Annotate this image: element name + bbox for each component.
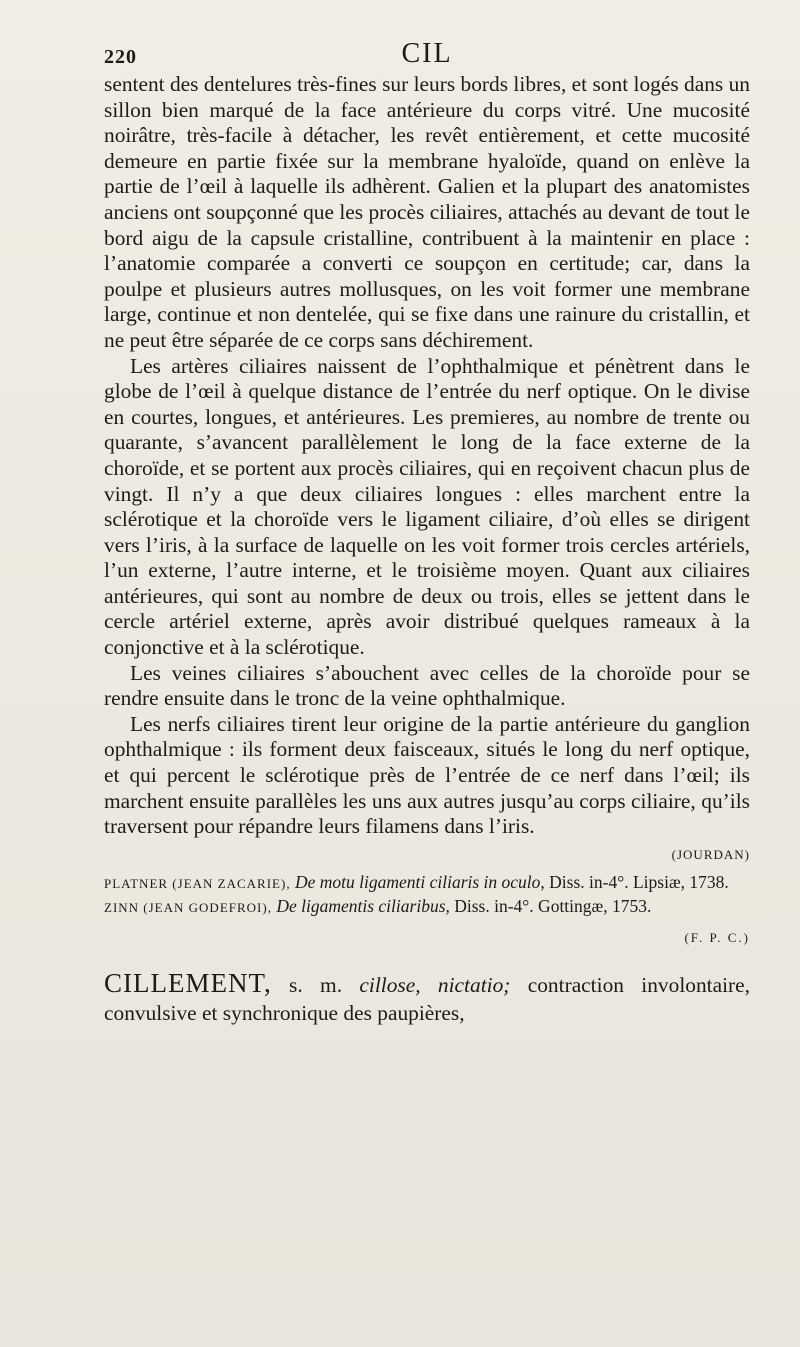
paragraph-2: Les artères ciliaires naissent de l’ophthalmique et pénètrent dans le globe de l’œil à quelque distance de l’entrée du nerf optique. On le divise en courtes, longues, et antérieures. Les premieres, au nombre de trente ou quarante, s’avancent parallèlement le long de la face externe de la choroïde, et se portent aux procès ciliaires, qui en reçoivent chacun plus de vingt. Il n’y a que deux ciliaires longues : elles marchent entre la sclérotique et la choroïde vers le ligament ciliaire, d’où elles se dirigent vers l’iris, à la surface de laquelle on les voit former trois cercles artériels, l’un externe, l’autre interne, et le troisième moyen. Quant aux ciliaires antérieures, qui sont au nombre de deux ou trois, elles se jettent dans le cercle artériel externe, après avoir distribué quelques rameaux à la conjonctive et à la sclérotique.: [104, 353, 750, 660]
author-signature: (JOURDAN): [671, 846, 750, 862]
reference-details: Diss. in-4°. Lipsiæ, 1738.: [544, 872, 729, 893]
paragraph-4: Les nerfs ciliaires tirent leur origine de la partie antérieure du ganglion ophthalmique : ils forment deux faisceaux, situés le long du nerf optique, et qui percent le sclérotique près de l’entrée de ce nerf dans l’œil; ils marchent ensuite parallèles les uns aux autres jusqu’au corps ciliaire, qu’ils traversent pour répandre leurs filamens dans l’iris.: [104, 711, 750, 839]
reference-item: [104, 871, 750, 895]
reference-title: De ligamentis ciliaribus,: [276, 896, 450, 917]
reference-details: Diss. in-4°. Gottingæ, 1753.: [449, 896, 652, 917]
dictionary-entry: [104, 969, 750, 1027]
reference-item: [104, 895, 750, 919]
editor-signature: (F. P. C.): [684, 930, 750, 946]
page-number: 220: [104, 46, 137, 68]
entry-synonym: nictatio;: [437, 973, 511, 997]
entry-definition: contraction involontaire, convulsive et synchronique des paupières,: [104, 973, 750, 1025]
entry-synonym: cillose,: [359, 973, 421, 997]
entry-headword: CILLEMENT,: [104, 968, 272, 998]
reference-title: De motu ligamenti ciliaris in oculo,: [294, 872, 545, 893]
paragraph-1: sentent des dentelures très-fines sur leurs bords libres, et sont logés dans un sillon bien marqué de la face antérieure du corps vitré. Une mucosité noirâtre, très-facile à détacher, les revêt entièrement, et cette mucosité demeure en partie fixée sur la membrane hyaloïde, quand on enlève la partie de l’œil à laquelle ils adhèrent. Galien et la plupart des anatomistes anciens ont soupçonné que les procès ciliaires, attachés au devant de tout le bord aigu de la capsule cristalline, contribuent à la maintenir en place : l’anatomie comparée a converti ce soupçon en certitude; car, dans la poulpe et plusieurs autres mollusques, on les voit former une membrane large, continue et non dentelée, qui se fixe dans une rainure du cristallin, et ne peut être séparée de ce corps sans déchirement.: [104, 72, 750, 352]
running-head: CIL: [401, 38, 453, 69]
page-header: [104, 38, 750, 72]
reference-author: ZINN (JEAN GODEFROI),: [104, 900, 272, 916]
entry-grammar: s. m.: [271, 973, 360, 997]
bibliography: [104, 871, 750, 919]
text-block: [104, 72, 750, 1027]
reference-author: PLATNER (JEAN ZACARIE),: [104, 876, 291, 892]
paragraph-3: Les veines ciliaires s’abouchent avec celles de la choroïde pour se rendre ensuite dans le tronc de la veine ophthalmique.: [104, 660, 750, 711]
